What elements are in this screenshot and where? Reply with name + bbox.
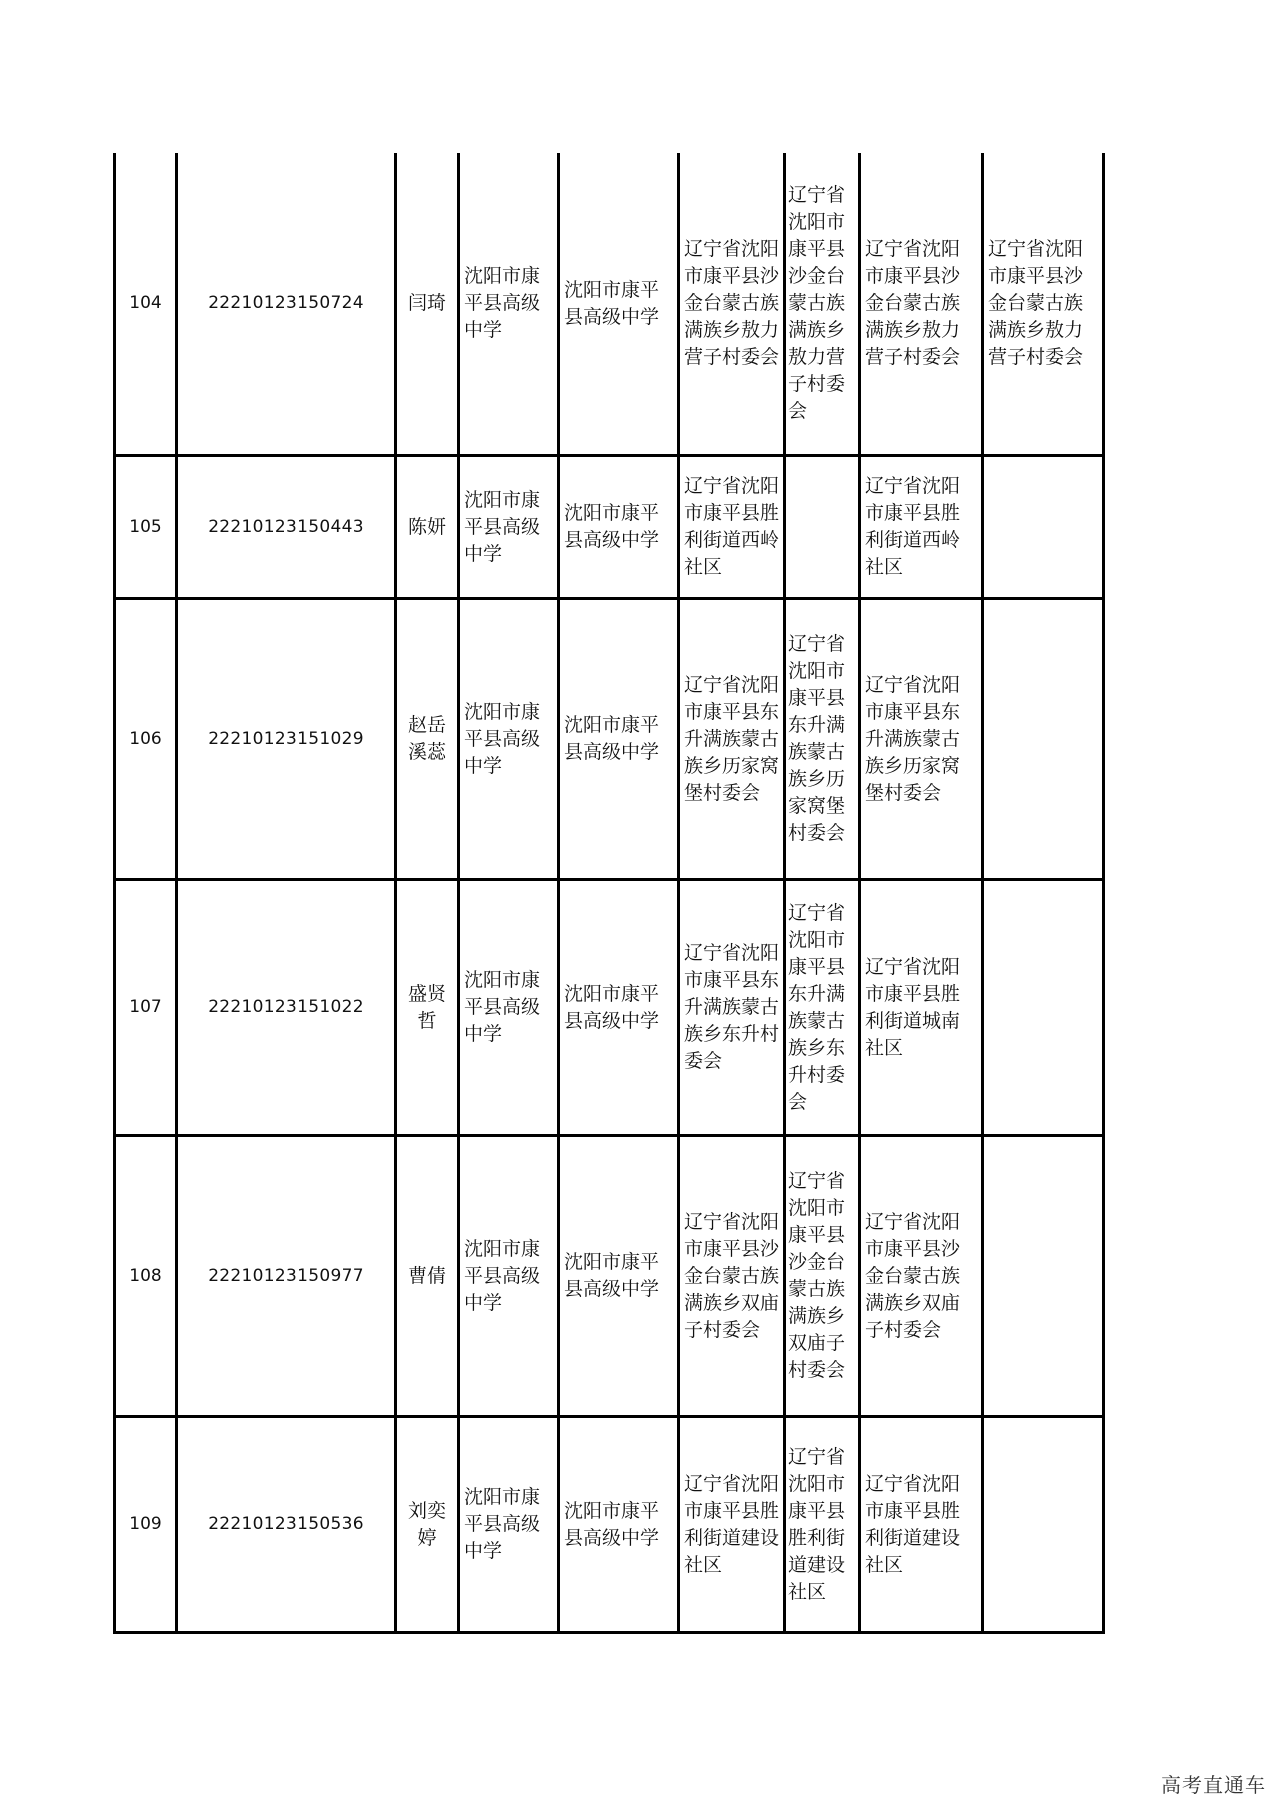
address-4 [984,1418,1102,1631]
address-2: 辽宁省沈阳市康平县胜利街道建设社区 [786,1418,861,1631]
school-secondary: 沈阳市康平县高级中学 [560,1418,680,1631]
table-row [116,1137,1102,1418]
row-number: 108 [116,1137,178,1415]
table-row [116,600,1102,881]
candidate-name: 赵岳溪蕊 [397,600,460,878]
school: 沈阳市康平县高级中学 [460,1137,560,1415]
candidate-name: 盛贤哲 [397,881,460,1134]
candidate-id: 22210123150724 [178,153,397,454]
address-1: 辽宁省沈阳市康平县东升满族蒙古族乡东升村委会 [680,881,786,1134]
address-2: 辽宁省沈阳市康平县东升满族蒙古族乡东升村委会 [786,881,861,1134]
school: 沈阳市康平县高级中学 [460,600,560,878]
address-2 [786,457,861,597]
address-4 [984,600,1102,878]
address-4: 辽宁省沈阳市康平县沙金台蒙古族满族乡敖力营子村委会 [988,238,1084,368]
address-3: 辽宁省沈阳市康平县沙金台蒙古族满族乡双庙子村委会 [861,1137,984,1415]
row-number: 107 [116,881,178,1134]
address-4 [984,881,1102,1134]
address-4 [984,457,1102,597]
address-2: 辽宁省沈阳市康平县东升满族蒙古族乡历家窝堡村委会 [786,600,861,878]
address-3: 辽宁省沈阳市康平县胜利街道城南社区 [861,881,984,1134]
candidate-id: 22210123151022 [178,881,397,1134]
address-1: 辽宁省沈阳市康平县沙金台蒙古族满族乡双庙子村委会 [680,1137,786,1415]
school-secondary: 沈阳市康平县高级中学 [560,457,680,597]
school: 沈阳市康平县高级中学 [460,1418,560,1631]
address-2: 辽宁省沈阳市康平县沙金台蒙古族满族乡双庙子村委会 [786,1137,861,1415]
data-table [113,153,1105,1634]
address-3: 辽宁省沈阳市康平县沙金台蒙古族满族乡敖力营子村委会 [861,153,984,454]
table-row [116,457,1102,600]
school-secondary: 沈阳市康平县高级中学 [560,153,680,454]
school: 沈阳市康平县高级中学 [460,153,560,454]
school: 沈阳市康平县高级中学 [460,457,560,597]
table-row [116,153,1102,457]
row-number: 106 [116,600,178,878]
row-number: 105 [116,457,178,597]
school-secondary: 沈阳市康平县高级中学 [560,600,680,878]
row-number: 104 [116,153,178,454]
school-secondary: 沈阳市康平县高级中学 [560,1137,680,1415]
candidate-id: 22210123151029 [178,600,397,878]
address-1: 辽宁省沈阳市康平县东升满族蒙古族乡历家窝堡村委会 [680,600,786,878]
watermark: 高考直通车 [1161,1773,1266,1797]
candidate-id: 22210123150536 [178,1418,397,1631]
candidate-name: 闫琦 [397,153,460,454]
school: 沈阳市康平县高级中学 [460,881,560,1134]
address-3: 辽宁省沈阳市康平县胜利街道建设社区 [861,1418,984,1631]
table-row [116,1418,1102,1631]
address-3: 辽宁省沈阳市康平县东升满族蒙古族乡历家窝堡村委会 [861,600,984,878]
address-1: 辽宁省沈阳市康平县胜利街道建设社区 [680,1418,786,1631]
school-secondary: 沈阳市康平县高级中学 [560,881,680,1134]
candidate-name: 刘奕婷 [397,1418,460,1631]
candidate-id: 22210123150443 [178,457,397,597]
address-3: 辽宁省沈阳市康平县胜利街道西岭社区 [861,457,984,597]
candidate-name: 曹倩 [397,1137,460,1415]
candidate-name: 陈妍 [397,457,460,597]
address-4 [984,1137,1102,1415]
address-2: 辽宁省沈阳市康平县沙金台蒙古族满族乡敖力营子村委会 [786,153,861,454]
table-row [116,881,1102,1137]
row-number: 109 [116,1418,178,1631]
address-1: 辽宁省沈阳市康平县沙金台蒙古族满族乡敖力营子村委会 [680,153,786,454]
address-1: 辽宁省沈阳市康平县胜利街道西岭社区 [680,457,786,597]
candidate-id: 22210123150977 [178,1137,397,1415]
